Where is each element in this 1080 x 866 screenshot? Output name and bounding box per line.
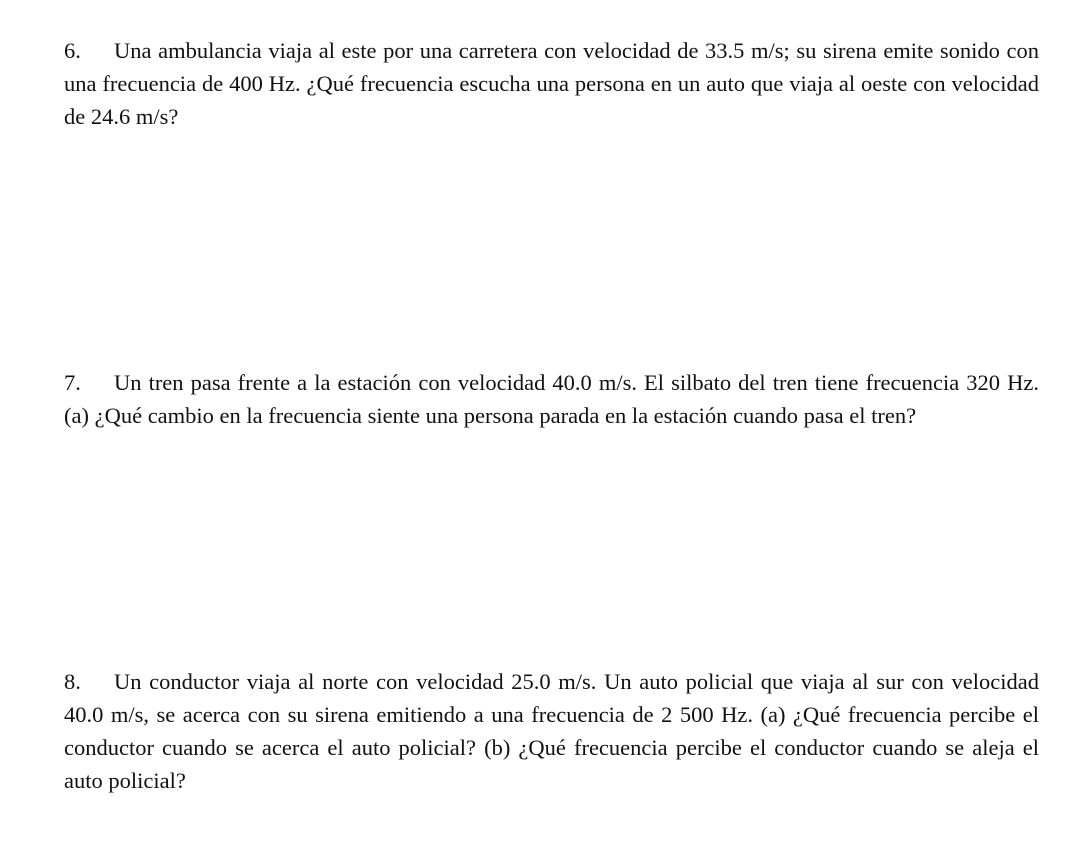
problem-number: 6. xyxy=(64,38,81,63)
problem-number: 7. xyxy=(64,370,81,395)
problem-text: Un conductor viaja al norte con velocidad 25.0 m/s. Un auto policial que viaja al sur con velocidad 40.0 m/s, se acerca con su sirena emitiendo a una frecuencia de 2 500 Hz. (a) ¿Qué frecuencia percibe el conductor cuando se acerca el auto policial? (b) ¿Qué frecuencia percibe el conductor cuando se aleja el auto policial? xyxy=(64,669,1039,793)
problem-6 xyxy=(64,34,1039,133)
problem-number: 8. xyxy=(64,669,81,694)
problem-text: Una ambulancia viaja al este por una carretera con velocidad de 33.5 m/s; su sirena emite sonido con una frecuencia de 400 Hz. ¿Qué frecuencia escucha una persona en un auto que viaja al oeste con velocidad de 24.6 m/s? xyxy=(64,38,1039,129)
problem-text: Un tren pasa frente a la estación con velocidad 40.0 m/s. El silbato del tren tiene frecuencia 320 Hz. (a) ¿Qué cambio en la frecuencia siente una persona parada en la estación cuando pasa el tren? xyxy=(64,370,1039,428)
problem-8 xyxy=(64,665,1039,797)
problem-7 xyxy=(64,366,1039,432)
